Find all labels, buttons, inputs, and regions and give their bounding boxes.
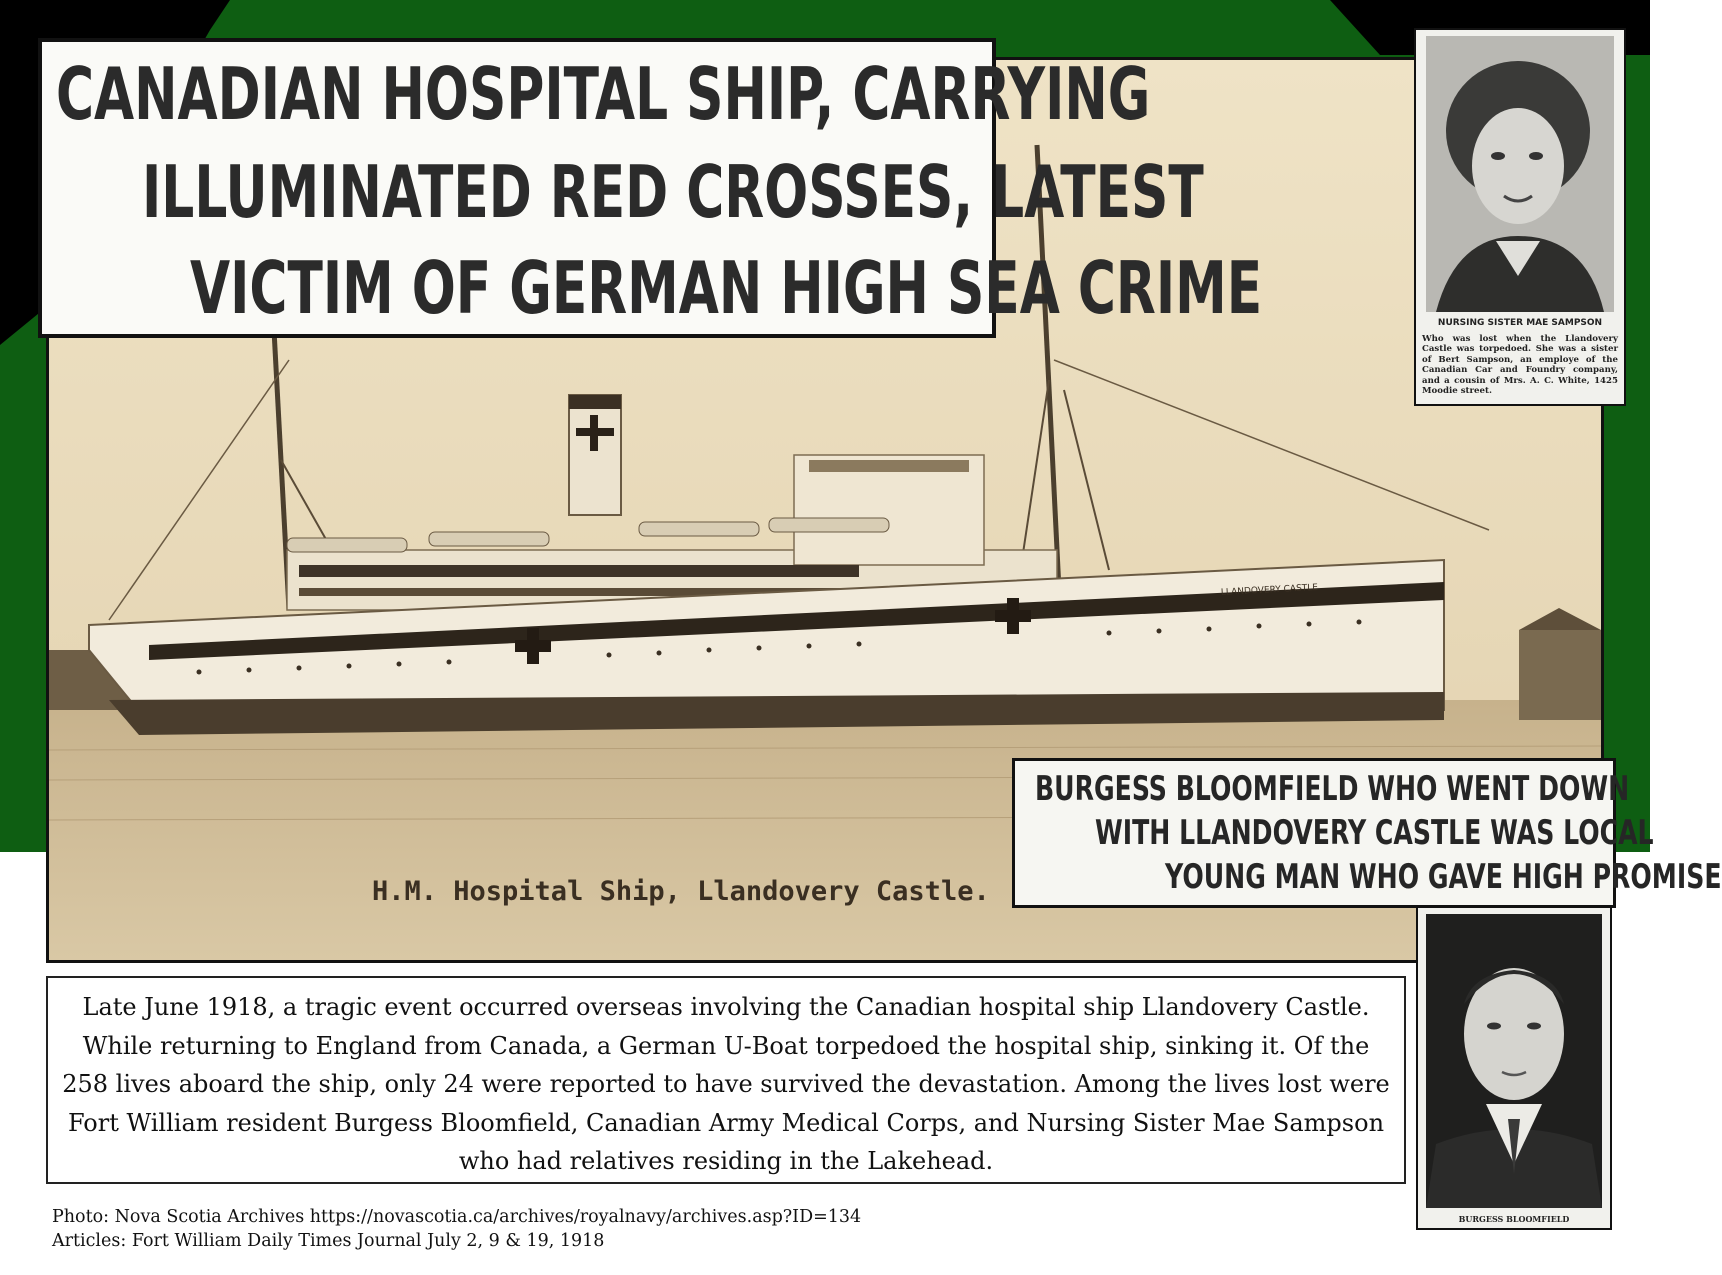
description-box <box>46 976 1406 1184</box>
source-credits <box>52 1205 861 1253</box>
burgess-bloomfield-portrait <box>1426 914 1602 1208</box>
description-text: Late June 1918, a tragic event occurred overseas involving the Canadian hospital ship Llandovery Castle. While returning to England from Canada, a German U-Boat torpedoed the hospital ship, sinking it. Of the 258 lives aboard the ship, only 24 were reported to have survived the devastation. Among the lives lost were Fort William resident Burgess Bloomfield, Canadian Army Medical Corps, and Nursing Sister Mae Sampson who had relatives residing in the Lakehead. <box>62 993 1390 1175</box>
mae-sampson-caption: NURSING SISTER MAE SAMPSON <box>1437 318 1603 328</box>
headline-clipping <box>38 38 1263 338</box>
photo-credit: Photo: Nova Scotia Archives https://novascotia.ca/archives/royalnavy/archives.asp?ID=134 <box>52 1207 862 1227</box>
headline-line-1: CANADIAN HOSPITAL SHIP, CARRYING <box>56 52 1151 136</box>
hull-name-label: LLANDOVERY CASTLE <box>1220 582 1319 598</box>
headline-line-2: ILLUMINATED RED CROSSES, LATEST <box>142 150 1204 234</box>
mae-sampson-portrait <box>1426 36 1614 312</box>
mae-sampson-text: Who was lost when the Llandovery Castle was torpedoed. She was a sister of Bert Sampson, an employe of the Canadian Car and Foundry company, and a cousin of Mrs. A. C. White, 1425 Moodie street. <box>1422 334 1618 397</box>
headline-line-3: VICTIM OF GERMAN HIGH SEA CRIME <box>190 246 1263 330</box>
burgess-bloomfield-caption: BURGESS BLOOMFIELD <box>1458 1214 1570 1224</box>
mae-sampson-clipping <box>1414 28 1626 406</box>
articles-credit: Articles: Fort William Daily Times Journal July 2, 9 & 19, 1918 <box>52 1231 605 1251</box>
bloomfield-headline-clipping <box>1012 758 1722 908</box>
burgess-bloomfield-clipping <box>1416 906 1612 1230</box>
photo-caption: H.M. Hospital Ship, Llandovery Castle. <box>372 876 990 907</box>
subhead-line-3: YOUNG MAN WHO GAVE HIGH PROMISE <box>1165 857 1722 897</box>
subhead-line-1: BURGESS BLOOMFIELD WHO WENT DOWN <box>1035 769 1630 809</box>
subhead-line-2: WITH LLANDOVERY CASTLE WAS LOCAL <box>1095 813 1654 853</box>
